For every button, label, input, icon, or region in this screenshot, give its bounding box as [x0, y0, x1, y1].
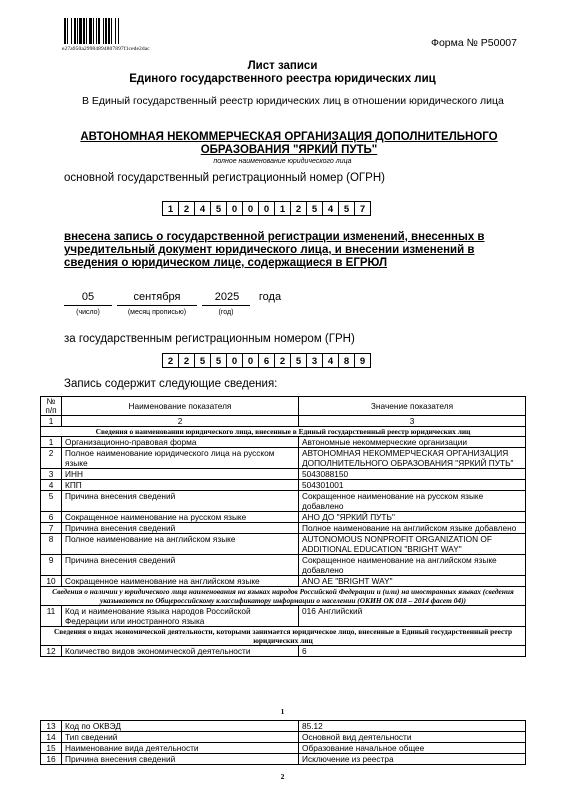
row-indicator-name: Полное наименование на английском языке [62, 534, 299, 555]
row-number: 11 [41, 606, 62, 627]
page-number-2: 2 [280, 772, 285, 781]
ogrn-label: основной государственный регистрационный номер (ОГРН) [64, 172, 385, 184]
day-underline [64, 305, 112, 306]
row-number: 15 [41, 743, 62, 754]
document-subtitle: Единого государственного реестра юридических лиц [129, 73, 436, 85]
row-indicator-name: Тип сведений [62, 732, 299, 743]
row-indicator-name: КПП [62, 480, 299, 491]
entry-statement: внесена запись о государственной регистрации изменений, внесенных в учредительный документ юридического лица, и внесении изменений в сведения о юридическом лице, содержащиеся в ЕГРЮЛ [64, 231, 485, 269]
row-indicator-value: Образование начальное общее [299, 743, 526, 754]
row-number: 7 [41, 523, 62, 534]
grn-digit: 4 [322, 353, 339, 368]
entry-year-suffix: года [258, 291, 282, 303]
row-number: 12 [41, 646, 62, 657]
grn-digit: 0 [226, 353, 243, 368]
records-table-continued [40, 720, 526, 765]
col-num-2: 2 [62, 416, 299, 427]
table-header-row [41, 397, 526, 416]
section-names-row [41, 427, 526, 437]
row-indicator-value: АВТОНОМНАЯ НЕКОММЕРЧЕСКАЯ ОРГАНИЗАЦИЯ ДОПОЛНИТЕЛЬНОГО ОБРАЗОВАНИЯ "ЯРКИЙ ПУТЬ" [299, 448, 526, 469]
header-num: № п/п [41, 397, 62, 416]
table-row [41, 448, 526, 469]
ogrn-digit: 1 [274, 201, 291, 216]
row-indicator-name: Причина внесения сведений [62, 491, 299, 512]
row-indicator-name: Причина внесения сведений [62, 555, 299, 576]
row-indicator-name: Полное наименование юридического лица на русском языке [62, 448, 299, 469]
month-caption: (месяц прописью) [127, 309, 187, 316]
ogrn-digit: 4 [322, 201, 339, 216]
col-num-3: 3 [299, 416, 526, 427]
ogrn-digit: 5 [306, 201, 323, 216]
grn-digit: 3 [306, 353, 323, 368]
intro-text: В Единый государственный реестр юридических лиц в отношении юридического лица [82, 95, 504, 107]
ogrn-digit: 2 [290, 201, 307, 216]
table-row [41, 480, 526, 491]
table-row [41, 576, 526, 587]
row-indicator-name: Организационно-правовая форма [62, 437, 299, 448]
contains-label: Запись содержит следующие сведения: [64, 378, 278, 390]
row-number: 4 [41, 480, 62, 491]
row-indicator-value: Сокращенное наименование на русском языке добавлено [299, 491, 526, 512]
table-row [41, 606, 526, 627]
table-row [41, 646, 526, 657]
barcode-image [64, 18, 144, 44]
row-indicator-name: Сокращенное наименование на русском языке [62, 512, 299, 523]
row-indicator-value: 6 [299, 646, 526, 657]
row-number: 1 [41, 437, 62, 448]
row-indicator-value: Основной вид деятельности [299, 732, 526, 743]
ogrn-digit: 0 [226, 201, 243, 216]
grn-digit: 2 [162, 353, 179, 368]
row-indicator-name: Причина внесения сведений [62, 523, 299, 534]
year-underline [202, 305, 250, 306]
ogrn-digit-boxes [163, 201, 371, 216]
row-indicator-value: АНО ДО "ЯРКИЙ ПУТЬ" [299, 512, 526, 523]
document-title: Лист записи [247, 60, 318, 72]
grn-digit: 5 [194, 353, 211, 368]
table-row [41, 534, 526, 555]
table-row [41, 523, 526, 534]
ogrn-digit: 0 [258, 201, 275, 216]
grn-digit: 6 [258, 353, 275, 368]
row-number: 10 [41, 576, 62, 587]
records-table [40, 396, 526, 657]
grn-digit: 9 [354, 353, 371, 368]
entry-month: сентября [133, 291, 181, 303]
row-indicator-value: 016 Английский [299, 606, 526, 627]
header-name: Наименование показателя [62, 397, 299, 416]
row-indicator-value: Сокращенное наименование на английском языке добавлено [299, 555, 526, 576]
table-row [41, 754, 526, 765]
row-indicator-value: AUTONOMOUS NONPROFIT ORGANIZATION OF ADDITIONAL EDUCATION "BRIGHT WAY" [299, 534, 526, 555]
section-heading: Сведения о видах экономической деятельности, которыми занимается юридическое лицо, внесенные в Единый государственный реестр юридических лиц [41, 627, 526, 646]
row-indicator-value: Автономные некоммерческие организации [299, 437, 526, 448]
row-indicator-value: ANO AE "BRIGHT WAY" [299, 576, 526, 587]
row-indicator-name: Код по ОКВЭД [62, 721, 299, 732]
year-caption: (год) [218, 309, 234, 316]
row-indicator-name: ИНН [62, 469, 299, 480]
row-indicator-value: 85.12 [299, 721, 526, 732]
section-languages-row [41, 587, 526, 606]
table-row [41, 743, 526, 754]
entry-year: 2025 [214, 291, 240, 303]
table-row [41, 469, 526, 480]
row-number: 14 [41, 732, 62, 743]
row-number: 5 [41, 491, 62, 512]
ogrn-digit: 5 [338, 201, 355, 216]
table-row [41, 721, 526, 732]
grn-digit-boxes [163, 353, 371, 368]
month-underline [117, 305, 197, 306]
row-number: 16 [41, 754, 62, 765]
row-indicator-value: Исключение из реестра [299, 754, 526, 765]
row-indicator-name: Причина внесения сведений [62, 754, 299, 765]
organization-name-caption: полное наименование юридического лица [213, 158, 352, 165]
row-number: 6 [41, 512, 62, 523]
organization-name: АВТОНОМНАЯ НЕКОММЕРЧЕСКАЯ ОРГАНИЗАЦИЯ ДОПОЛНИТЕЛЬНОГО ОБРАЗОВАНИЯ "ЯРКИЙ ПУТЬ" [80, 131, 498, 156]
grn-digit: 2 [178, 353, 195, 368]
row-indicator-name: Количество видов экономической деятельности [62, 646, 299, 657]
col-num-1: 1 [41, 416, 62, 427]
ogrn-digit: 0 [242, 201, 259, 216]
row-number: 9 [41, 555, 62, 576]
page-number-1: 1 [280, 707, 285, 716]
section-heading: Сведения о наименовании юридического лица, внесенные в Единый государственный реестр юридических лиц [41, 427, 526, 437]
grn-digit: 5 [290, 353, 307, 368]
table-row [41, 732, 526, 743]
table-row [41, 491, 526, 512]
table-column-numbers-row [41, 416, 526, 427]
ogrn-digit: 4 [194, 201, 211, 216]
section-activities-row [41, 627, 526, 646]
grn-digit: 2 [274, 353, 291, 368]
ogrn-digit: 5 [210, 201, 227, 216]
table-row [41, 512, 526, 523]
grn-label: за государственным регистрационным номером (ГРН) [64, 333, 355, 345]
grn-digit: 8 [338, 353, 355, 368]
row-indicator-name: Код и наименование языка народов Российской Федерации или иностранного языка [62, 606, 299, 627]
row-indicator-name: Сокращенное наименование на английском языке [62, 576, 299, 587]
ogrn-digit: 7 [354, 201, 371, 216]
row-number: 13 [41, 721, 62, 732]
ogrn-digit: 2 [178, 201, 195, 216]
entry-day: 05 [81, 291, 95, 303]
header-value: Значение показателя [299, 397, 526, 416]
row-number: 8 [41, 534, 62, 555]
day-caption: (число) [76, 309, 100, 316]
ogrn-digit: 1 [162, 201, 179, 216]
form-label: Форма № Р50007 [430, 37, 517, 49]
row-number: 2 [41, 448, 62, 469]
grn-digit: 0 [242, 353, 259, 368]
grn-digit: 5 [210, 353, 227, 368]
row-indicator-value: 504301001 [299, 480, 526, 491]
row-number: 3 [41, 469, 62, 480]
table-row [41, 437, 526, 448]
barcode-code: e27a950a29984894807897f1cede2dac [62, 46, 150, 52]
row-indicator-name: Наименование вида деятельности [62, 743, 299, 754]
row-indicator-value: 5043088150 [299, 469, 526, 480]
table-row [41, 555, 526, 576]
row-indicator-value: Полное наименование на английском языке добавлено [299, 523, 526, 534]
section-heading: Сведения о наличии у юридического лица наименования на языках народов Российской Федерации и (или) на иностранных языках (сведения указываются по Общероссийскому классификатору информации о населении (ОКИН ОК 018 – 2014 фасет 04)) [41, 587, 526, 606]
